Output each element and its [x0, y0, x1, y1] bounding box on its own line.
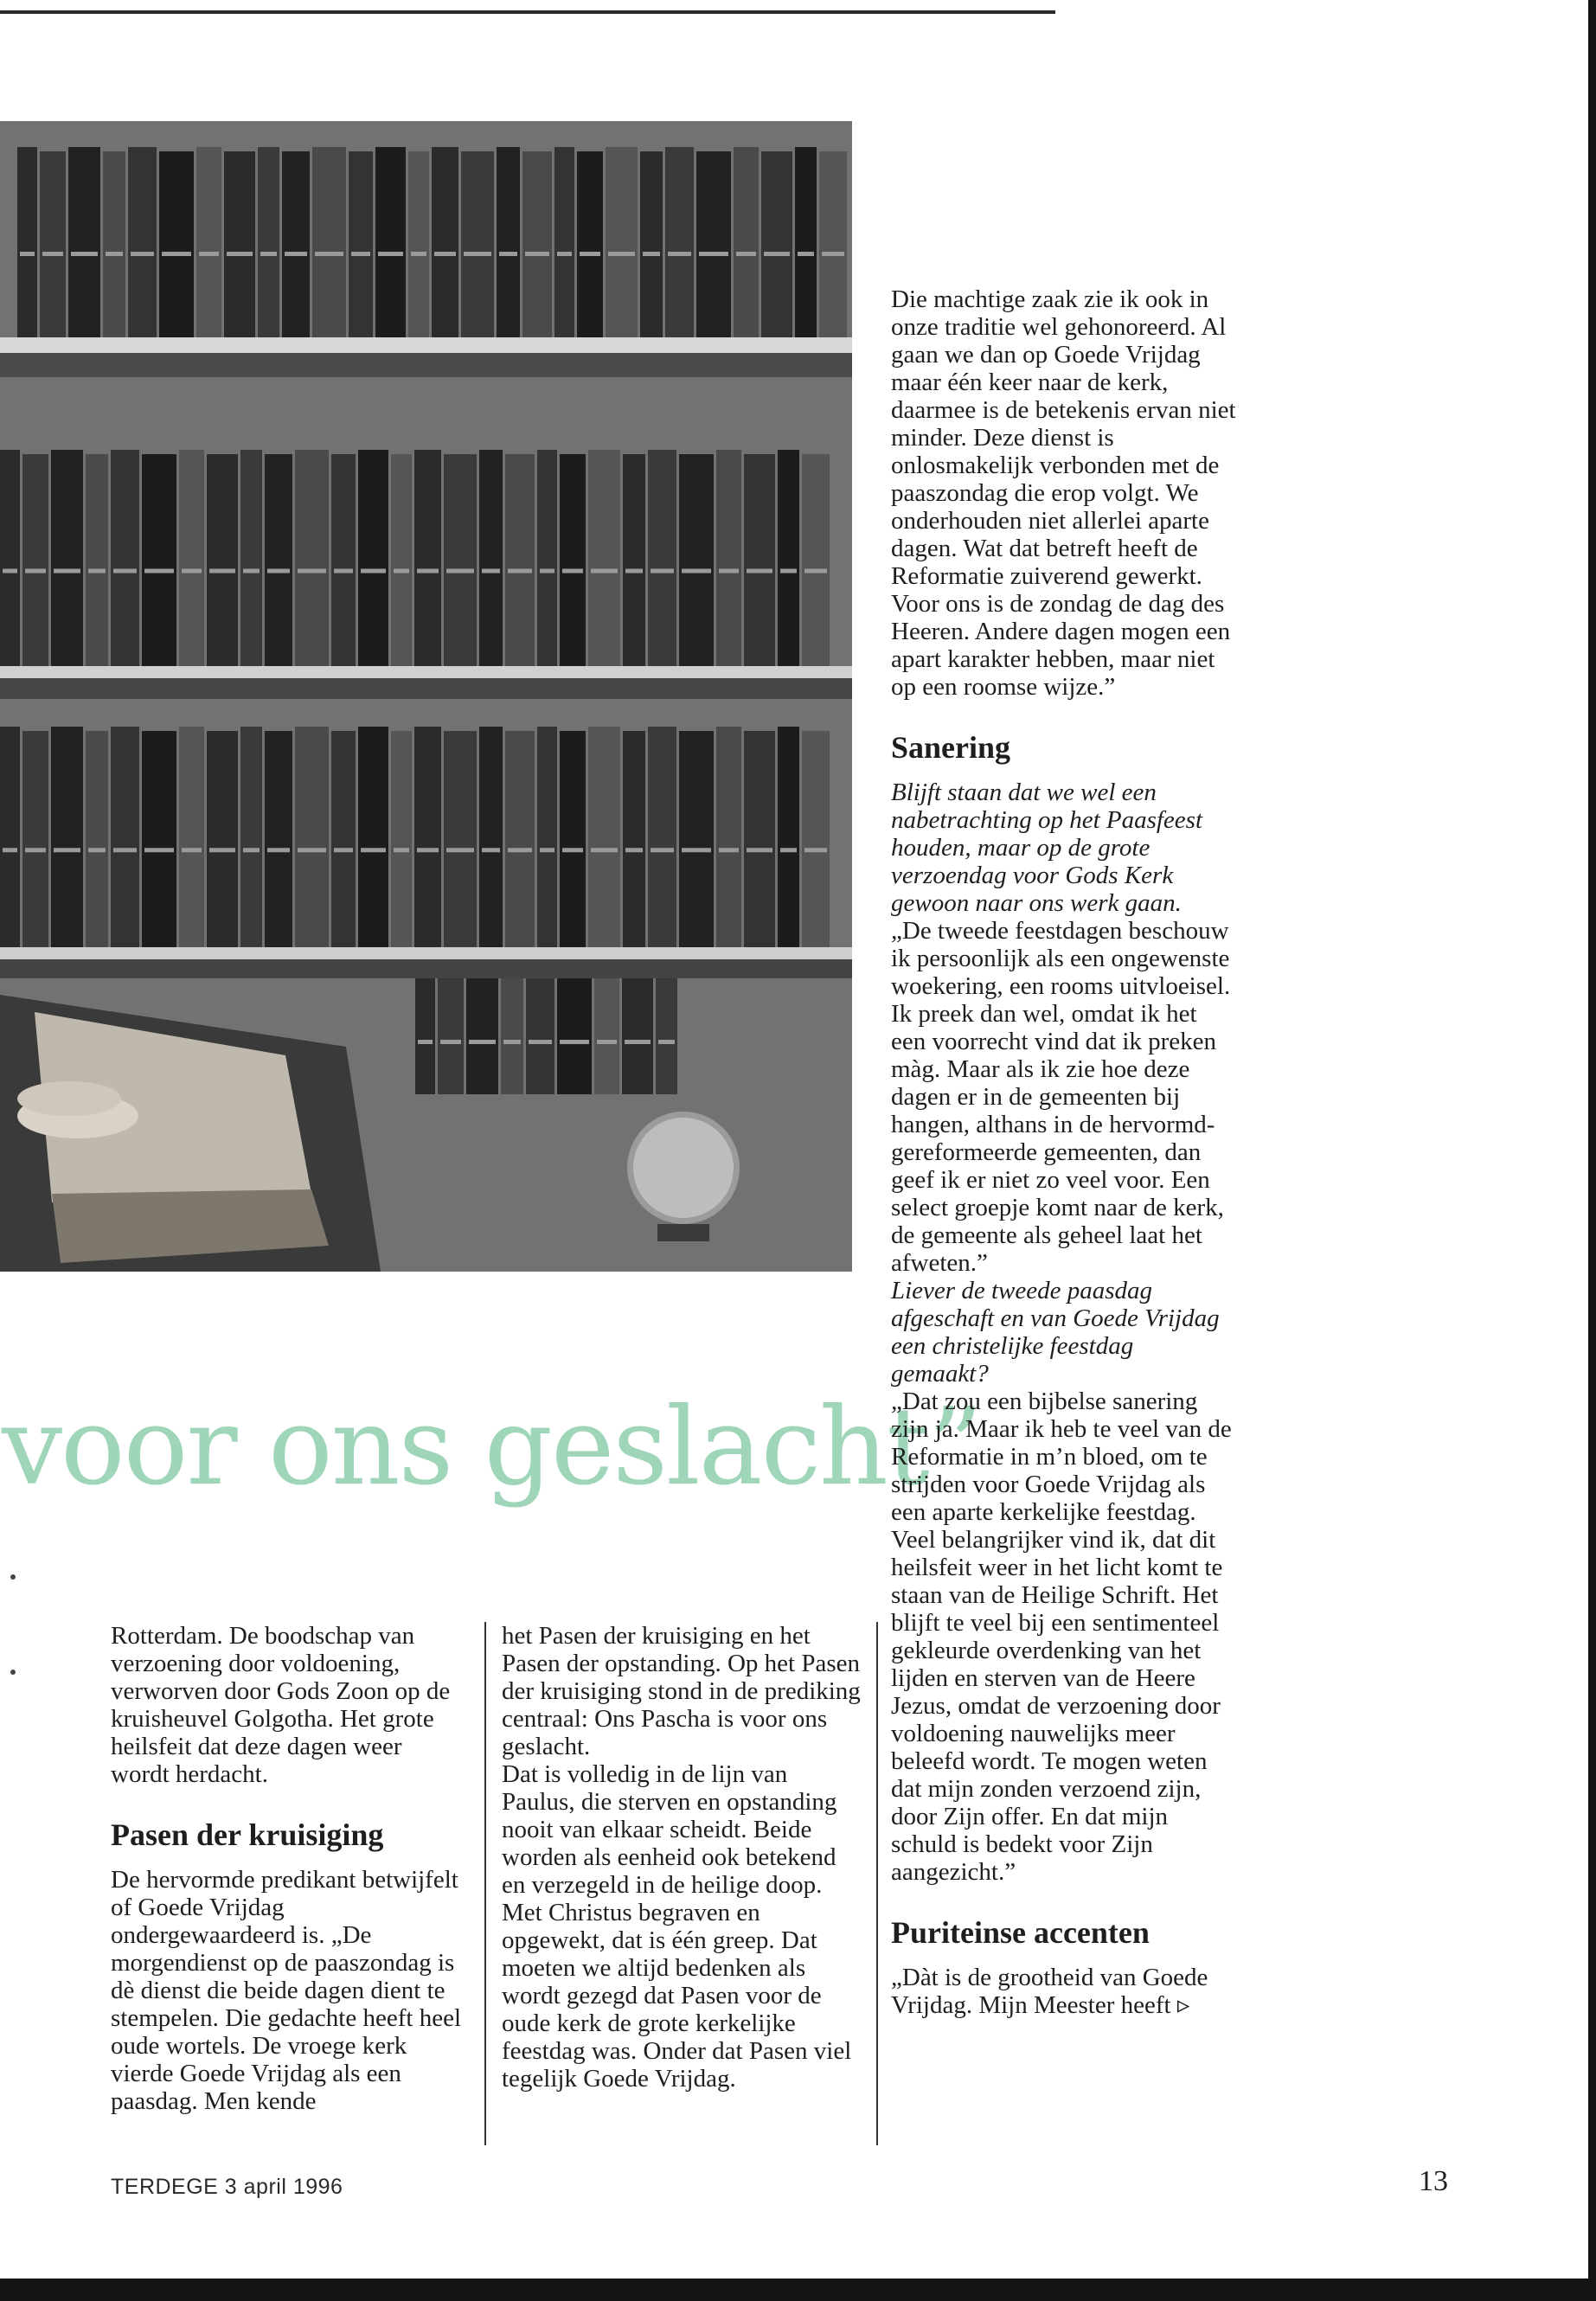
book-spine — [526, 973, 554, 1094]
book-band — [334, 848, 353, 852]
book-spine — [505, 731, 535, 947]
paragraph: De hervormde predikant betwijfelt of Goede Vrijdag ondergewaardeerd is. „De morgendienst op de paaszondag is dè dienst die beide dagen dient te stempelen. Die gedachte heeft heel oude wortels. De vroege kerk vierde Goede Vrijdag als een paasdag. Men kende — [111, 1866, 461, 2115]
book-spine — [22, 731, 48, 947]
book-spine — [415, 973, 435, 1094]
book-band — [651, 848, 674, 852]
book-spine — [331, 731, 356, 947]
book-band — [25, 848, 46, 852]
book-band — [25, 569, 46, 574]
book-band — [3, 848, 17, 852]
book-spine — [40, 151, 66, 337]
book-band — [658, 1040, 675, 1044]
book-spine — [375, 147, 406, 337]
book-band — [508, 569, 532, 574]
book-spine — [734, 147, 759, 337]
book-band — [482, 848, 500, 852]
book-spine — [391, 731, 412, 947]
book-spine — [179, 727, 204, 947]
book-band — [361, 569, 386, 574]
book-band — [529, 1040, 552, 1044]
book-band — [625, 569, 643, 574]
book-band — [361, 848, 386, 852]
book-spine — [444, 731, 477, 947]
interview-question: Blijft staan dat we wel een nabetrachting op het Paasfeest houden, maar op de grote verzoendag voor Gods Kerk gewoon naar ons werk gaan. — [891, 779, 1203, 917]
book-band — [54, 569, 80, 574]
book-band — [643, 252, 660, 256]
book-band — [562, 569, 583, 574]
book-band — [71, 252, 98, 256]
book-spine — [679, 731, 714, 947]
book-band — [580, 252, 600, 256]
book-band — [591, 848, 618, 852]
book-spine — [505, 454, 535, 666]
section-heading: Sanering — [891, 730, 1011, 765]
book-band — [3, 569, 17, 574]
book-spine — [207, 731, 238, 947]
book-band — [227, 252, 253, 256]
book-spine — [648, 727, 676, 947]
book-spine — [802, 454, 830, 666]
book-band — [719, 848, 739, 852]
book-band — [113, 848, 137, 852]
book-band — [351, 252, 370, 256]
book-spine — [224, 151, 255, 337]
book-spine — [522, 151, 552, 337]
book-spine — [623, 454, 645, 666]
book-band — [822, 252, 844, 256]
paragraph: Rotterdam. De boodschap van verzoening door voldoening, verworven door Gods Zoon op de kruisheuvel Golgotha. Het grote heilsfeit dat deze dagen weer wordt herdacht. — [111, 1622, 451, 1788]
book-spine — [258, 147, 279, 337]
book-spine — [716, 450, 741, 666]
book-spine — [802, 731, 830, 947]
book-spine — [414, 727, 441, 947]
book-spine — [349, 151, 373, 337]
book-spine — [0, 450, 20, 666]
book-band — [260, 252, 277, 256]
book-spine — [479, 450, 503, 666]
text-column-left — [111, 1622, 465, 2115]
book-spine — [265, 454, 292, 666]
bookshelf-photo — [0, 121, 852, 1272]
book-spine — [588, 727, 620, 947]
page-bottom-shadow — [0, 2279, 1596, 2301]
book-band — [440, 1040, 461, 1044]
book-spine — [207, 454, 238, 666]
paragraph: Die machtige zaak zie ik ook in onze traditie wel gehonoreerd. Al gaan we dan op Goede Vrijdag maar één keer naar de kerk, daarmee is de betekenis ervan niet minder. Deze dienst is onlosmakelijk verbonden met de paaszondag die erop volgt. We onderhouden niet allerlei aparte dagen. Wat dat betreft heeft de Reformatie zuiverend gewerkt. Voor ons is de zondag de dag des Heeren. Andere dagen mogen een apart karakter hebben, maar niet op een roomse wijze.” — [891, 285, 1236, 701]
book-spine — [432, 147, 458, 337]
book-band — [446, 848, 474, 852]
book-band — [747, 848, 772, 852]
book-band — [182, 848, 202, 852]
book-spine — [159, 151, 194, 337]
book-spine — [778, 727, 799, 947]
book-band — [540, 569, 554, 574]
book-spine — [744, 731, 775, 947]
book-spine — [479, 727, 503, 947]
book-spine — [408, 151, 429, 337]
book-band — [651, 569, 674, 574]
book-spine — [111, 727, 139, 947]
book-spine — [438, 977, 464, 1094]
book-spine — [358, 450, 388, 666]
book-spine — [537, 450, 557, 666]
book-band — [88, 569, 106, 574]
book-spine — [497, 147, 520, 337]
book-band — [736, 252, 756, 256]
book-band — [597, 1040, 617, 1044]
book-spine — [128, 147, 157, 337]
book-band — [411, 252, 426, 256]
book-band — [298, 569, 326, 574]
paragraph: Dat is volledig in de lijn van Paulus, die sterven en opstanding nooit van elkaar scheidt. Beide worden als eenheid ook betekend en verzegeld in de heilige doop. Met Christus begraven en opgewekt, dat is één greep. Dat moeten we altijd bedenken als wordt gezegd dat Pasen voor de oude kerk de grote kerkelijke feestdag was. Onder dat Pasen viel tegelijk Goede Vrijdag. — [502, 1760, 852, 2093]
book-spine — [594, 973, 619, 1094]
book-spine — [391, 454, 412, 666]
book-spine — [444, 454, 477, 666]
interview-question: Liever de tweede paasdag afgeschaft en van Goede Vrijdag een christelijke feestdag gemaakt? — [891, 1277, 1220, 1388]
book-spine — [0, 727, 20, 947]
book-band — [446, 569, 474, 574]
column-divider — [876, 1622, 878, 2145]
text-column-right — [891, 285, 1237, 2019]
book-band — [106, 252, 123, 256]
book-band — [182, 569, 202, 574]
book-band — [434, 252, 456, 256]
book-band — [719, 569, 739, 574]
book-band — [682, 848, 711, 852]
book-band — [54, 848, 80, 852]
book-spine — [142, 731, 176, 947]
book-band — [315, 252, 343, 256]
book-band — [804, 569, 827, 574]
book-band — [334, 569, 353, 574]
book-spine — [554, 147, 574, 337]
book-spine — [795, 147, 817, 337]
book-band — [508, 848, 532, 852]
book-band — [625, 1040, 651, 1044]
book-band — [591, 569, 618, 574]
book-spine — [240, 727, 262, 947]
page-number: 13 — [1419, 2165, 1448, 2197]
section-heading: Pasen der kruisiging — [111, 1817, 384, 1852]
book-band — [417, 848, 439, 852]
book-band — [267, 569, 290, 574]
book-band — [285, 252, 307, 256]
book-spine — [557, 977, 592, 1094]
book-spine — [560, 731, 586, 947]
book-spine — [665, 147, 694, 337]
book-band — [540, 848, 554, 852]
book-spine — [640, 151, 663, 337]
magazine-credit: TERDEGE 3 april 1996 — [111, 2175, 343, 2199]
book-band — [499, 252, 517, 256]
paragraph: „De tweede feestdagen beschouw ik persoonlijk als een ongewenste woekering, een rooms uitvloeisel. Ik preek dan wel, omdat ik het een voorrecht vind dat ik preken màg. Maar als ik zie hoe deze dagen er in de gemeenten bij hangen, althans in de hervormd-gereformeerde gemeenten, dan geef ik er niet zo veel voor. Een select groepje komt naar de kerk, de gemeente als geheel laat het afweten.” — [891, 917, 1231, 1277]
book-spine — [461, 151, 494, 337]
book-band — [804, 848, 827, 852]
book-spine — [265, 731, 292, 947]
article-headline: voor ons geslacht” — [2, 1385, 982, 1509]
book-band — [418, 1040, 433, 1044]
book-band — [503, 1040, 521, 1044]
book-band — [525, 252, 549, 256]
book-spine — [623, 731, 645, 947]
margin-dot — [10, 1670, 16, 1675]
book-band — [20, 252, 35, 256]
book-band — [144, 569, 174, 574]
book-spine — [648, 450, 676, 666]
book-band — [162, 252, 191, 256]
book-spine — [17, 147, 37, 337]
book-spine — [588, 450, 620, 666]
column-divider — [484, 1622, 486, 2145]
bookshelf-photo-icon — [0, 121, 852, 1272]
page-edge-shadow — [1588, 0, 1596, 2301]
text-column-middle — [502, 1622, 865, 2093]
top-rule — [0, 10, 1055, 14]
book-band — [764, 252, 790, 256]
book-band — [267, 848, 290, 852]
paragraph: „Dàt is de grootheid van Goede Vrijdag. Mijn Meester heeft ▹ — [891, 1964, 1208, 2019]
book-band — [378, 252, 403, 256]
book-spine — [778, 450, 799, 666]
book-spine — [679, 454, 714, 666]
book-band — [394, 848, 409, 852]
book-band — [243, 569, 260, 574]
book-band — [209, 848, 235, 852]
book-spine — [179, 450, 204, 666]
book-spine — [331, 454, 356, 666]
book-band — [417, 569, 439, 574]
book-spine — [466, 973, 498, 1094]
paragraph: het Pasen der kruisiging en het Pasen der opstanding. Op het Pasen der kruisiging stond in de prediking centraal: Ons Pascha is voor ons geslacht. — [502, 1622, 861, 1760]
book-spine — [22, 454, 48, 666]
book-band — [557, 252, 572, 256]
book-band — [209, 569, 235, 574]
book-spine — [414, 450, 441, 666]
book-spine — [295, 450, 329, 666]
book-spine — [295, 727, 329, 947]
book-spine — [240, 450, 262, 666]
book-spine — [312, 147, 346, 337]
book-band — [560, 1040, 589, 1044]
book-spine — [696, 151, 731, 337]
book-spine — [761, 151, 792, 337]
book-spine — [86, 731, 108, 947]
book-band — [780, 848, 797, 852]
book-band — [625, 848, 643, 852]
book-band — [780, 569, 797, 574]
book-band — [798, 252, 814, 256]
paragraph: „Dat zou een bijbelse sanering zijn ja. Maar ik heb te veel van de Reformatie in m’n bloed, om te strijden voor Goede Vrijdag als een aparte kerkelijke feestdag. Veel belangrijker vind ik, dat dit heilsfeit weer in het licht komt te staan van de Heilige Schrift. Het blijft te veel bij een sentimenteel gekleurde overdenking van het lijden en sterven van de Heere Jezus, omdat de verzoening door voldoening nauwelijks meer beleefd wordt. Te mogen weten dat mijn zonden verzoend zijn, door Zijn offer. En dat mijn schuld is bedekt voor Zijn aangezicht.” — [891, 1388, 1232, 1886]
book-band — [394, 569, 409, 574]
margin-dot — [10, 1574, 16, 1580]
book-spine — [537, 727, 557, 947]
book-spine — [716, 727, 741, 947]
book-band — [131, 252, 154, 256]
book-spine — [51, 727, 83, 947]
book-spine — [103, 151, 125, 337]
book-spine — [282, 151, 310, 337]
book-spine — [86, 454, 108, 666]
book-band — [88, 848, 106, 852]
book-band — [682, 569, 711, 574]
section-heading: Puriteinse accenten — [891, 1915, 1150, 1950]
book-band — [144, 848, 174, 852]
book-spine — [68, 147, 100, 337]
book-band — [464, 252, 491, 256]
book-spine — [142, 454, 176, 666]
book-spine — [819, 151, 847, 337]
book-band — [747, 569, 772, 574]
book-band — [199, 252, 219, 256]
book-spine — [196, 147, 221, 337]
book-spine — [51, 450, 83, 666]
book-band — [243, 848, 260, 852]
book-band — [668, 252, 691, 256]
book-band — [298, 848, 326, 852]
book-band — [113, 569, 137, 574]
book-band — [608, 252, 635, 256]
book-spine — [577, 151, 603, 337]
book-spine — [622, 977, 653, 1094]
book-spine — [744, 454, 775, 666]
book-spine — [501, 977, 523, 1094]
book-spine — [358, 727, 388, 947]
book-spine — [606, 147, 638, 337]
book-spine — [560, 454, 586, 666]
book-band — [562, 848, 583, 852]
book-spine — [656, 973, 677, 1094]
book-band — [482, 569, 500, 574]
book-spine — [111, 450, 139, 666]
book-band — [469, 1040, 496, 1044]
book-band — [42, 252, 63, 256]
book-band — [699, 252, 728, 256]
